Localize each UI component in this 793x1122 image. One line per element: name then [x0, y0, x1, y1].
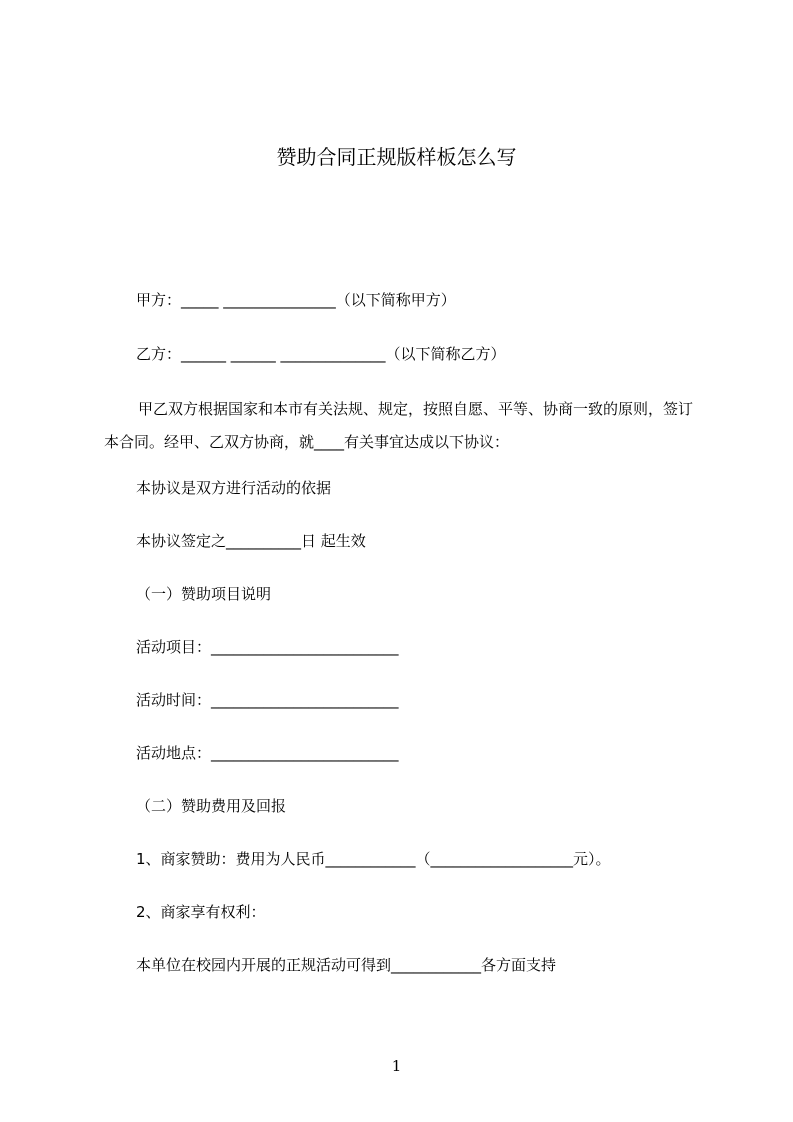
- clause-2-line: 2、商家享有权利：: [136, 903, 266, 921]
- activity-item-line: 活动项目：_________________________: [136, 638, 399, 656]
- activity-time-line: 活动时间：_________________________: [136, 691, 399, 709]
- effective-date-line: 本协议签定之__________日 起生效: [136, 532, 366, 550]
- activity-place-line: 活动地点：_________________________: [136, 744, 399, 762]
- section-2-heading: （二）赞助费用及回报: [136, 797, 287, 815]
- support-line: 本单位在校园内开展的正规活动可得到____________各方面支持: [136, 956, 557, 974]
- agreement-basis-line: 本协议是双方进行活动的依据: [136, 479, 332, 497]
- section-1-heading: （一）赞助项目说明: [136, 585, 272, 603]
- page-number: 1: [391, 1057, 402, 1075]
- party-b-line: 乙方：______ ______ ______________（以下简称乙方）: [136, 345, 506, 363]
- clause-1-line: 1、商家赞助：费用为人民币____________（___________________元）。: [136, 850, 611, 868]
- intro-paragraph: 甲乙双方根据国家和本市有关法规、规定，按照自愿、平等、协商一致的原则，签订本合同。经甲、乙双方协商，就____有关事宜达成以下协议：: [104, 400, 694, 451]
- document-title: 赞助合同正规版样板怎么写: [276, 145, 517, 169]
- party-a-line: 甲方：_____ _______________（以下简称甲方）: [136, 291, 456, 309]
